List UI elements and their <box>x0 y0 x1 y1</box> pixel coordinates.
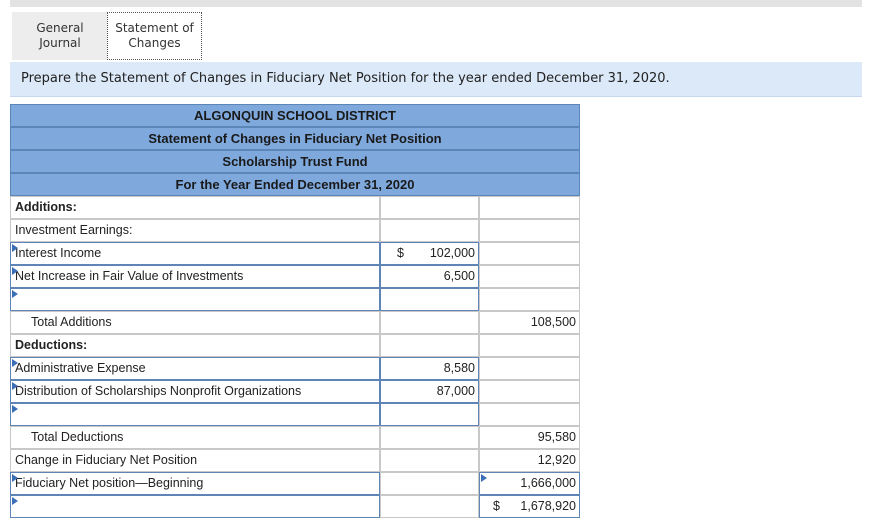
ending-amount-input[interactable] <box>479 495 580 518</box>
dropdown-indicator-icon <box>12 497 18 505</box>
blank-additions-amount-input[interactable] <box>380 288 479 311</box>
net-increase-label-input[interactable] <box>10 265 380 288</box>
total-additions-amount: 108,500 <box>479 311 580 334</box>
dropdown-indicator-icon <box>12 359 18 367</box>
admin-expense-col2 <box>479 357 580 380</box>
beginning-label-input[interactable] <box>10 472 380 495</box>
tab-general-journal-line1: General <box>36 21 84 35</box>
tab-statement-of-changes[interactable] <box>107 12 202 60</box>
statement-fund-name: Scholarship Trust Fund <box>10 150 580 173</box>
dropdown-indicator-icon <box>12 290 18 298</box>
investment-earnings-col1 <box>380 219 479 242</box>
statement-period: For the Year Ended December 31, 2020 <box>10 173 580 196</box>
ending-amount: 1,678,920 <box>520 499 576 513</box>
statement-title: Statement of Changes in Fiduciary Net Position <box>10 127 580 150</box>
ending-label-input[interactable] <box>10 495 380 518</box>
dropdown-indicator-icon <box>481 474 487 482</box>
distribution-amount: 87,000 <box>436 384 475 398</box>
blank-deductions-label-input[interactable] <box>10 403 380 426</box>
instruction-text: Prepare the Statement of Changes in Fiduciary Net Position for the year ended December 31, 2020. <box>10 62 862 97</box>
beginning-col1 <box>380 472 479 495</box>
total-deductions-col1 <box>380 426 479 449</box>
net-increase-col2 <box>479 265 580 288</box>
beginning-label: Fiduciary Net position—Beginning <box>15 476 204 490</box>
dropdown-indicator-icon <box>12 474 18 482</box>
interest-income-amount-input[interactable] <box>380 242 479 265</box>
dropdown-indicator-icon <box>12 382 18 390</box>
admin-expense-label-input[interactable] <box>10 357 380 380</box>
distribution-label: Distribution of Scholarships Nonprofit Organizations <box>15 384 302 398</box>
distribution-amount-input[interactable] <box>380 380 479 403</box>
deductions-heading: Deductions: <box>10 334 380 357</box>
distribution-col2 <box>479 380 580 403</box>
net-increase-label: Net Increase in Fair Value of Investments <box>15 269 244 283</box>
investment-earnings-label: Investment Earnings: <box>10 219 380 242</box>
dropdown-indicator-icon <box>12 267 18 275</box>
blank-additions-label-input[interactable] <box>10 288 380 311</box>
admin-expense-amount-input[interactable] <box>380 357 479 380</box>
additions-col2 <box>479 196 580 219</box>
admin-expense-label: Administrative Expense <box>15 361 146 375</box>
blank-deductions-col2 <box>479 403 580 426</box>
tab-general-journal-line2: Journal <box>39 36 81 50</box>
net-increase-amount: 6,500 <box>443 269 475 283</box>
additions-col1 <box>380 196 479 219</box>
investment-earnings-col2 <box>479 219 580 242</box>
total-additions-label: Total Additions <box>10 311 380 334</box>
total-deductions-label: Total Deductions <box>10 426 380 449</box>
additions-heading: Additions: <box>10 196 380 219</box>
admin-expense-amount: 8,580 <box>443 361 475 375</box>
deductions-col1 <box>380 334 479 357</box>
interest-income-label-input[interactable] <box>10 242 380 265</box>
top-bar <box>10 0 862 7</box>
currency-symbol: $ <box>397 246 404 260</box>
blank-additions-col2 <box>479 288 580 311</box>
interest-income-amount: 102,000 <box>429 246 475 260</box>
currency-symbol: $ <box>493 499 500 513</box>
tab-statement-line2: Changes <box>128 36 181 50</box>
change-label: Change in Fiduciary Net Position <box>10 449 380 472</box>
dropdown-indicator-icon <box>12 244 18 252</box>
change-amount: 12,920 <box>479 449 580 472</box>
total-additions-col1 <box>380 311 479 334</box>
beginning-amount: 1,666,000 <box>520 476 576 490</box>
statement-entity-name: ALGONQUIN SCHOOL DISTRICT <box>10 104 580 127</box>
blank-deductions-amount-input[interactable] <box>380 403 479 426</box>
dropdown-indicator-icon <box>12 405 18 413</box>
ending-col1 <box>380 495 479 518</box>
distribution-label-input[interactable] <box>10 380 380 403</box>
change-col1 <box>380 449 479 472</box>
beginning-amount-input[interactable] <box>479 472 580 495</box>
tab-statement-line1: Statement of <box>115 21 194 35</box>
interest-income-label: Interest Income <box>15 246 102 260</box>
net-increase-amount-input[interactable] <box>380 265 479 288</box>
tab-general-journal[interactable] <box>12 12 108 60</box>
total-deductions-amount: 95,580 <box>479 426 580 449</box>
interest-income-col2 <box>479 242 580 265</box>
deductions-col2 <box>479 334 580 357</box>
